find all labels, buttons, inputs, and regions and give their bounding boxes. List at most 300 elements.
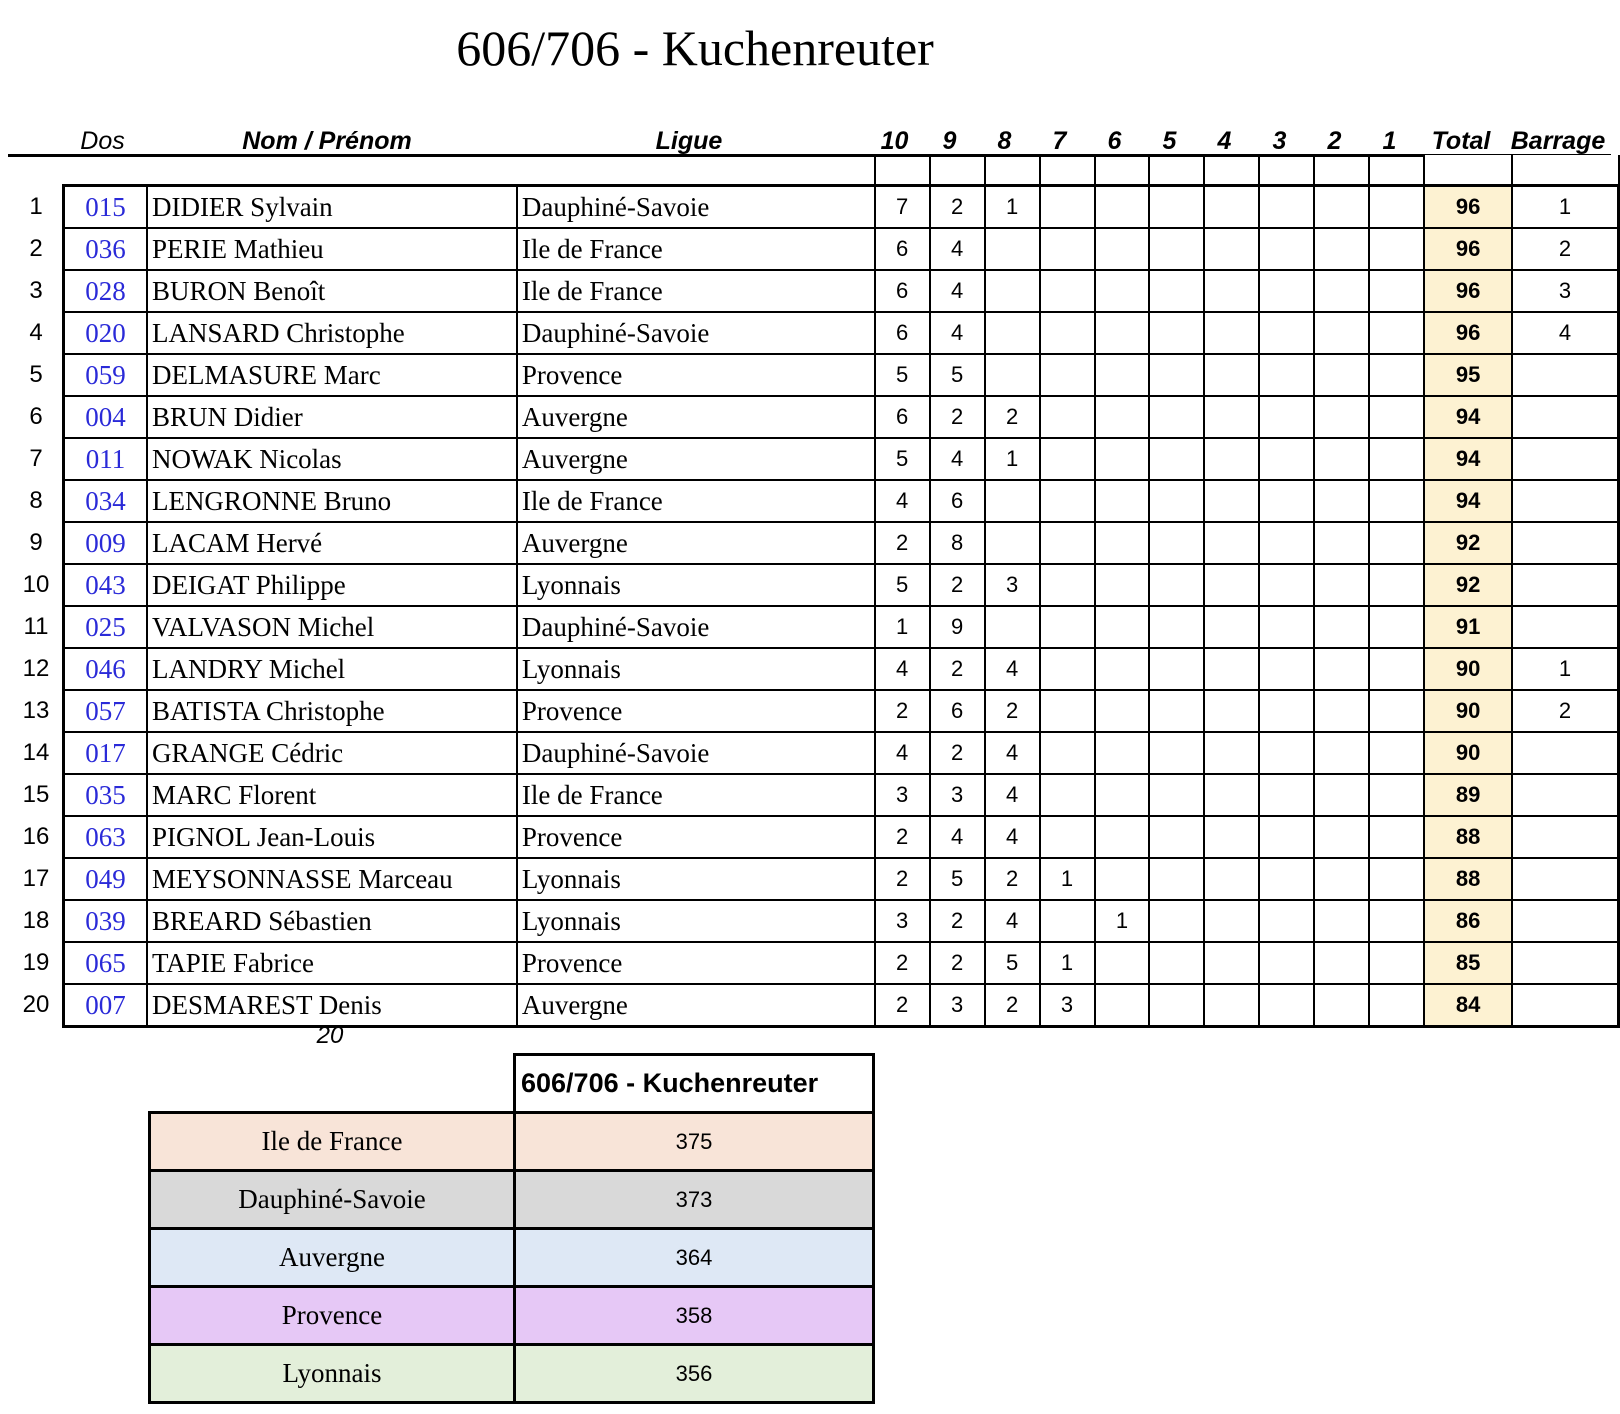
summary-points-cell: 358 [515,1287,874,1345]
dossard-cell: 004 [64,396,147,438]
score-8-cell [985,270,1040,312]
name-cell: DIDIER Sylvain [147,186,517,229]
score-10-cell: 2 [875,942,930,984]
score-5-cell [1149,984,1204,1027]
dossard-cell: 065 [64,942,147,984]
score-4-cell [1204,228,1259,270]
table-row [64,480,1619,522]
results-table [62,155,1620,1028]
header-ligue: Ligue [655,127,723,155]
score-6-cell [1095,438,1150,480]
spacer-cell [1040,155,1095,186]
score-7-cell [1040,186,1095,229]
score-9-cell: 2 [930,900,985,942]
dossard-cell: 011 [64,438,147,480]
total-cell: 94 [1424,438,1512,480]
dossard-cell: 034 [64,480,147,522]
league-summary-table [148,1053,875,1404]
table-row [64,606,1619,648]
score-4-cell [1204,312,1259,354]
score-9-cell: 6 [930,480,985,522]
rank-number: 8 [29,487,43,514]
league-cell: Dauphiné-Savoie [517,606,875,648]
name-cell: PERIE Mathieu [147,228,517,270]
score-1-cell [1369,522,1424,564]
rank-number: 20 [22,991,50,1018]
score-5-cell [1149,648,1204,690]
rank-number: 1 [29,193,43,220]
name-cell: LANSARD Christophe [147,312,517,354]
score-6-cell [1095,732,1150,774]
rank-number: 16 [22,823,50,850]
header-score-10: 10 [880,127,909,155]
score-6-cell [1095,606,1150,648]
table-row [64,942,1619,984]
score-10-cell: 2 [875,690,930,732]
spacer-cell [1369,155,1424,186]
score-1-cell [1369,774,1424,816]
score-5-cell [1149,690,1204,732]
score-3-cell [1259,522,1314,564]
score-7-cell [1040,270,1095,312]
score-3-cell [1259,606,1314,648]
score-1-cell [1369,270,1424,312]
score-1-cell [1369,396,1424,438]
league-cell: Ile de France [517,480,875,522]
score-1-cell [1369,648,1424,690]
score-2-cell [1314,354,1369,396]
score-4-cell [1204,564,1259,606]
name-cell: DESMAREST Denis [147,984,517,1027]
score-4-cell [1204,480,1259,522]
score-5-cell [1149,270,1204,312]
score-6-cell [1095,690,1150,732]
score-9-cell: 2 [930,396,985,438]
score-8-cell [985,228,1040,270]
barrage-cell [1512,732,1618,774]
score-8-cell: 4 [985,816,1040,858]
dossard-cell: 017 [64,732,147,774]
spacer-cell [1512,155,1618,186]
table-row [64,858,1619,900]
name-cell: DEIGAT Philippe [147,564,517,606]
score-8-cell: 4 [985,648,1040,690]
score-4-cell [1204,732,1259,774]
barrage-cell: 4 [1512,312,1618,354]
rank-number: 3 [29,277,43,304]
score-2-cell [1314,648,1369,690]
score-6-cell [1095,480,1150,522]
score-5-cell [1149,228,1204,270]
barrage-cell: 3 [1512,270,1618,312]
score-10-cell: 6 [875,396,930,438]
score-5-cell [1149,774,1204,816]
score-9-cell: 4 [930,228,985,270]
name-cell: DELMASURE Marc [147,354,517,396]
dossard-cell: 063 [64,816,147,858]
rank-number: 15 [22,781,50,808]
table-row [64,186,1619,229]
spacer-cell [64,155,147,186]
score-10-cell: 1 [875,606,930,648]
name-cell: LANDRY Michel [147,648,517,690]
league-cell: Auvergne [517,396,875,438]
table-row [64,396,1619,438]
score-1-cell [1369,732,1424,774]
header-score-3: 3 [1272,127,1287,155]
rank-number: 9 [29,529,43,556]
score-6-cell [1095,396,1150,438]
score-10-cell: 6 [875,312,930,354]
score-4-cell [1204,690,1259,732]
score-4-cell [1204,186,1259,229]
rank-number: 12 [22,655,50,682]
league-cell: Lyonnais [517,648,875,690]
summary-points-cell: 373 [515,1171,874,1229]
name-cell: BURON Benoît [147,270,517,312]
score-1-cell [1369,858,1424,900]
score-9-cell: 2 [930,186,985,229]
score-2-cell [1314,480,1369,522]
dossard-cell: 039 [64,900,147,942]
spacer-cell [875,155,930,186]
score-9-cell: 2 [930,648,985,690]
name-cell: GRANGE Cédric [147,732,517,774]
score-5-cell [1149,942,1204,984]
score-3-cell [1259,648,1314,690]
total-cell: 96 [1424,270,1512,312]
summary-league-cell: Ile de France [150,1113,515,1171]
barrage-cell: 1 [1512,186,1618,229]
score-8-cell: 1 [985,438,1040,480]
score-6-cell [1095,984,1150,1027]
score-6-cell [1095,312,1150,354]
score-3-cell [1259,732,1314,774]
score-9-cell: 5 [930,354,985,396]
score-3-cell [1259,354,1314,396]
score-8-cell: 4 [985,732,1040,774]
score-7-cell [1040,522,1095,564]
name-cell: BREARD Sébastien [147,900,517,942]
table-row [64,774,1619,816]
total-cell: 94 [1424,396,1512,438]
score-8-cell [985,354,1040,396]
name-cell: TAPIE Fabrice [147,942,517,984]
score-7-cell: 1 [1040,942,1095,984]
score-4-cell [1204,900,1259,942]
spacer-cell [985,155,1040,186]
score-4-cell [1204,354,1259,396]
table-row [64,900,1619,942]
barrage-cell [1512,858,1618,900]
rank-number: 5 [29,361,43,388]
spacer-cell [930,155,985,186]
name-cell: VALVASON Michel [147,606,517,648]
score-9-cell: 2 [930,732,985,774]
score-5-cell [1149,900,1204,942]
score-2-cell [1314,396,1369,438]
barrage-cell [1512,564,1618,606]
score-1-cell [1369,312,1424,354]
score-4-cell [1204,816,1259,858]
summary-blank-cell [150,1055,515,1113]
total-cell: 86 [1424,900,1512,942]
score-3-cell [1259,774,1314,816]
spacer-cell [1095,155,1150,186]
score-4-cell [1204,438,1259,480]
barrage-cell [1512,438,1618,480]
score-4-cell [1204,648,1259,690]
header-score-5: 5 [1162,127,1177,155]
score-3-cell [1259,690,1314,732]
name-cell: BRUN Didier [147,396,517,438]
total-cell: 92 [1424,564,1512,606]
score-7-cell [1040,312,1095,354]
score-7-cell [1040,564,1095,606]
dossard-cell: 020 [64,312,147,354]
score-6-cell [1095,942,1150,984]
barrage-cell: 1 [1512,648,1618,690]
score-1-cell [1369,480,1424,522]
summary-row [150,1171,874,1229]
rank-number: 2 [29,235,43,262]
score-5-cell [1149,396,1204,438]
score-9-cell: 3 [930,774,985,816]
score-1-cell [1369,984,1424,1027]
table-row [64,270,1619,312]
summary-league-cell: Lyonnais [150,1345,515,1403]
dossard-cell: 025 [64,606,147,648]
summary-title: 606/706 - Kuchenreuter [515,1055,874,1113]
summary-points-cell: 364 [515,1229,874,1287]
name-cell: NOWAK Nicolas [147,438,517,480]
name-cell: MEYSONNASSE Marceau [147,858,517,900]
barrage-cell [1512,900,1618,942]
score-2-cell [1314,690,1369,732]
name-cell: PIGNOL Jean-Louis [147,816,517,858]
score-8-cell: 2 [985,690,1040,732]
score-8-cell: 2 [985,396,1040,438]
score-2-cell [1314,186,1369,229]
spacer-cell [517,155,875,186]
header-score-4: 4 [1217,127,1232,155]
score-7-cell [1040,480,1095,522]
league-cell: Ile de France [517,228,875,270]
score-3-cell [1259,228,1314,270]
score-2-cell [1314,522,1369,564]
header-barrage: Barrage [1510,127,1606,155]
score-7-cell: 3 [1040,984,1095,1027]
rank-number: 6 [29,403,43,430]
league-cell: Auvergne [517,984,875,1027]
score-5-cell [1149,480,1204,522]
spacer-cell [1314,155,1369,186]
score-9-cell: 9 [930,606,985,648]
score-2-cell [1314,564,1369,606]
dossard-cell: 049 [64,858,147,900]
score-9-cell: 4 [930,270,985,312]
summary-points-cell: 356 [515,1345,874,1403]
total-cell: 94 [1424,480,1512,522]
dossard-cell: 009 [64,522,147,564]
dossard-cell: 007 [64,984,147,1027]
rank-number: 13 [22,697,50,724]
barrage-cell: 2 [1512,228,1618,270]
score-2-cell [1314,732,1369,774]
dossard-cell: 035 [64,774,147,816]
table-row [64,648,1619,690]
score-10-cell: 4 [875,732,930,774]
rank-number: 7 [29,445,43,472]
score-2-cell [1314,312,1369,354]
score-2-cell [1314,858,1369,900]
dossard-cell: 046 [64,648,147,690]
barrage-cell: 2 [1512,690,1618,732]
score-8-cell: 2 [985,984,1040,1027]
league-cell: Lyonnais [517,564,875,606]
table-row [64,564,1619,606]
score-4-cell [1204,984,1259,1027]
score-4-cell [1204,396,1259,438]
score-6-cell [1095,228,1150,270]
score-6-cell: 1 [1095,900,1150,942]
score-2-cell [1314,606,1369,648]
name-cell: LACAM Hervé [147,522,517,564]
header-total: Total [1431,127,1491,155]
score-9-cell: 4 [930,816,985,858]
total-cell: 85 [1424,942,1512,984]
score-3-cell [1259,858,1314,900]
league-cell: Dauphiné-Savoie [517,186,875,229]
score-6-cell [1095,270,1150,312]
barrage-cell [1512,942,1618,984]
total-cell: 96 [1424,312,1512,354]
total-cell: 88 [1424,816,1512,858]
score-7-cell [1040,732,1095,774]
score-10-cell: 7 [875,186,930,229]
score-2-cell [1314,270,1369,312]
league-cell: Ile de France [517,270,875,312]
barrage-cell [1512,816,1618,858]
table-row [64,690,1619,732]
league-cell: Provence [517,942,875,984]
header-score-8: 8 [997,127,1012,155]
rank-number: 4 [29,319,43,346]
table-row [64,228,1619,270]
score-6-cell [1095,648,1150,690]
score-5-cell [1149,606,1204,648]
score-1-cell [1369,438,1424,480]
score-10-cell: 2 [875,816,930,858]
table-row [64,438,1619,480]
score-5-cell [1149,186,1204,229]
score-2-cell [1314,774,1369,816]
score-9-cell: 4 [930,438,985,480]
score-4-cell [1204,774,1259,816]
dossard-cell: 028 [64,270,147,312]
score-1-cell [1369,354,1424,396]
score-3-cell [1259,312,1314,354]
score-4-cell [1204,942,1259,984]
score-5-cell [1149,564,1204,606]
barrage-cell [1512,522,1618,564]
score-9-cell: 2 [930,942,985,984]
rank-number: 19 [22,949,50,976]
score-4-cell [1204,606,1259,648]
name-cell: BATISTA Christophe [147,690,517,732]
header-dos: Dos [80,127,125,155]
score-3-cell [1259,900,1314,942]
score-7-cell [1040,396,1095,438]
table-row [64,354,1619,396]
score-3-cell [1259,438,1314,480]
header-score-1: 1 [1382,127,1397,155]
dossard-cell: 057 [64,690,147,732]
table-row [64,732,1619,774]
league-cell: Lyonnais [517,858,875,900]
score-5-cell [1149,354,1204,396]
score-7-cell [1040,354,1095,396]
score-3-cell [1259,270,1314,312]
header-nom: Nom / Prénom [242,127,412,155]
score-7-cell [1040,438,1095,480]
total-cell: 91 [1424,606,1512,648]
score-10-cell: 2 [875,984,930,1027]
score-2-cell [1314,438,1369,480]
score-1-cell [1369,900,1424,942]
score-6-cell [1095,816,1150,858]
score-5-cell [1149,522,1204,564]
score-6-cell [1095,774,1150,816]
score-7-cell [1040,774,1095,816]
score-5-cell [1149,438,1204,480]
league-cell: Dauphiné-Savoie [517,732,875,774]
barrage-cell [1512,984,1618,1027]
score-6-cell [1095,858,1150,900]
total-cell: 96 [1424,228,1512,270]
barrage-cell [1512,480,1618,522]
score-6-cell [1095,354,1150,396]
score-3-cell [1259,396,1314,438]
score-8-cell: 4 [985,774,1040,816]
score-7-cell [1040,228,1095,270]
score-3-cell [1259,480,1314,522]
total-cell: 90 [1424,732,1512,774]
score-8-cell: 5 [985,942,1040,984]
score-2-cell [1314,816,1369,858]
score-1-cell [1369,690,1424,732]
score-10-cell: 2 [875,522,930,564]
summary-row [150,1229,874,1287]
score-10-cell: 5 [875,564,930,606]
score-1-cell [1369,942,1424,984]
score-7-cell [1040,816,1095,858]
score-9-cell: 2 [930,564,985,606]
summary-row [150,1345,874,1403]
score-10-cell: 5 [875,354,930,396]
score-9-cell: 4 [930,312,985,354]
score-8-cell: 3 [985,564,1040,606]
score-5-cell [1149,816,1204,858]
score-3-cell [1259,816,1314,858]
score-10-cell: 3 [875,900,930,942]
barrage-cell [1512,396,1618,438]
score-7-cell [1040,606,1095,648]
score-1-cell [1369,606,1424,648]
score-3-cell [1259,564,1314,606]
total-cell: 89 [1424,774,1512,816]
score-9-cell: 3 [930,984,985,1027]
